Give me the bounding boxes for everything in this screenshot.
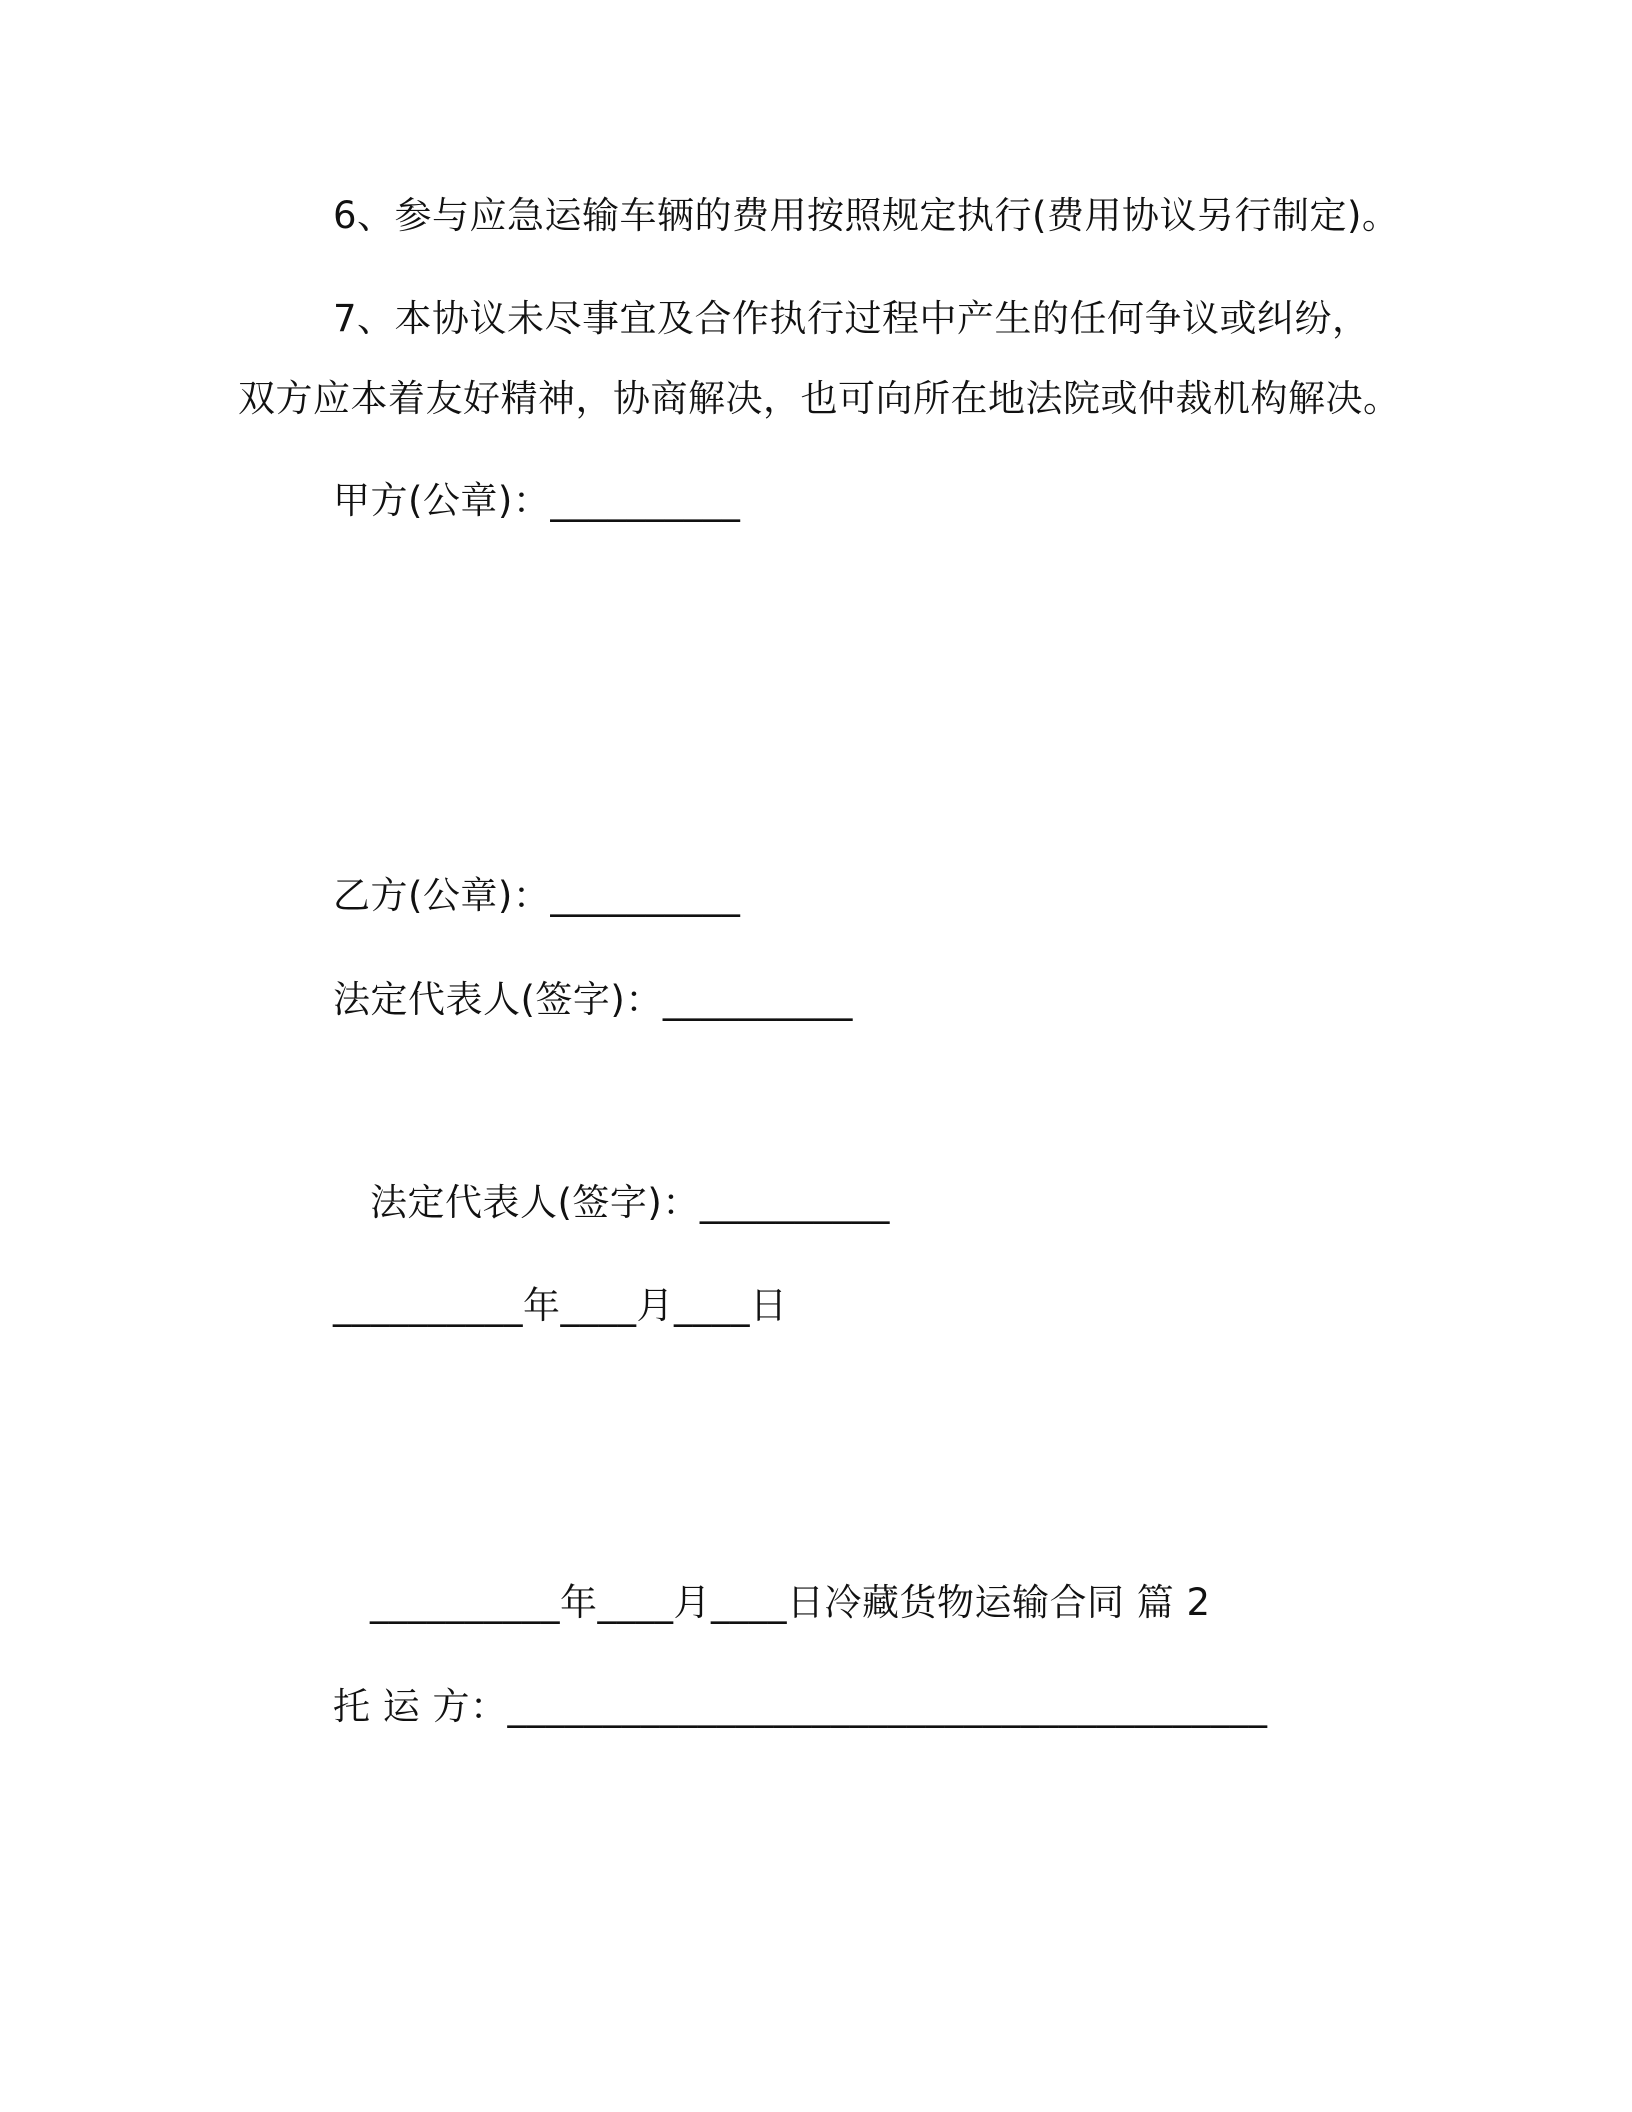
party-a-seal-field: 甲方(公章)：__________ xyxy=(333,479,741,522)
contract-2-title: __________年____月____日冷藏货物运输合同 篇 2 xyxy=(370,1581,1211,1624)
signing-date-field: __________年____月____日 xyxy=(333,1284,788,1327)
legal-representative-field-1: 法定代表人(签字)：__________ xyxy=(333,978,853,1021)
clause-7-text-line-2: 双方应本着友好精神，协商解决，也可向所在地法院或仲裁机构解决。 xyxy=(238,377,1401,420)
clause-7-text-line-1: 7、本协议未尽事宜及合作执行过程中产生的任何争议或纠纷， xyxy=(333,297,1370,340)
clause-6-text: 6、参与应急运输车辆的费用按照规定执行(费用协议另行制定)。 xyxy=(333,194,1400,237)
legal-representative-field-2: 法定代表人(签字)：__________ xyxy=(370,1181,890,1224)
party-b-seal-field: 乙方(公章)：__________ xyxy=(333,874,741,917)
consignor-field: 托 运 方：________________________________________ xyxy=(333,1685,1268,1728)
